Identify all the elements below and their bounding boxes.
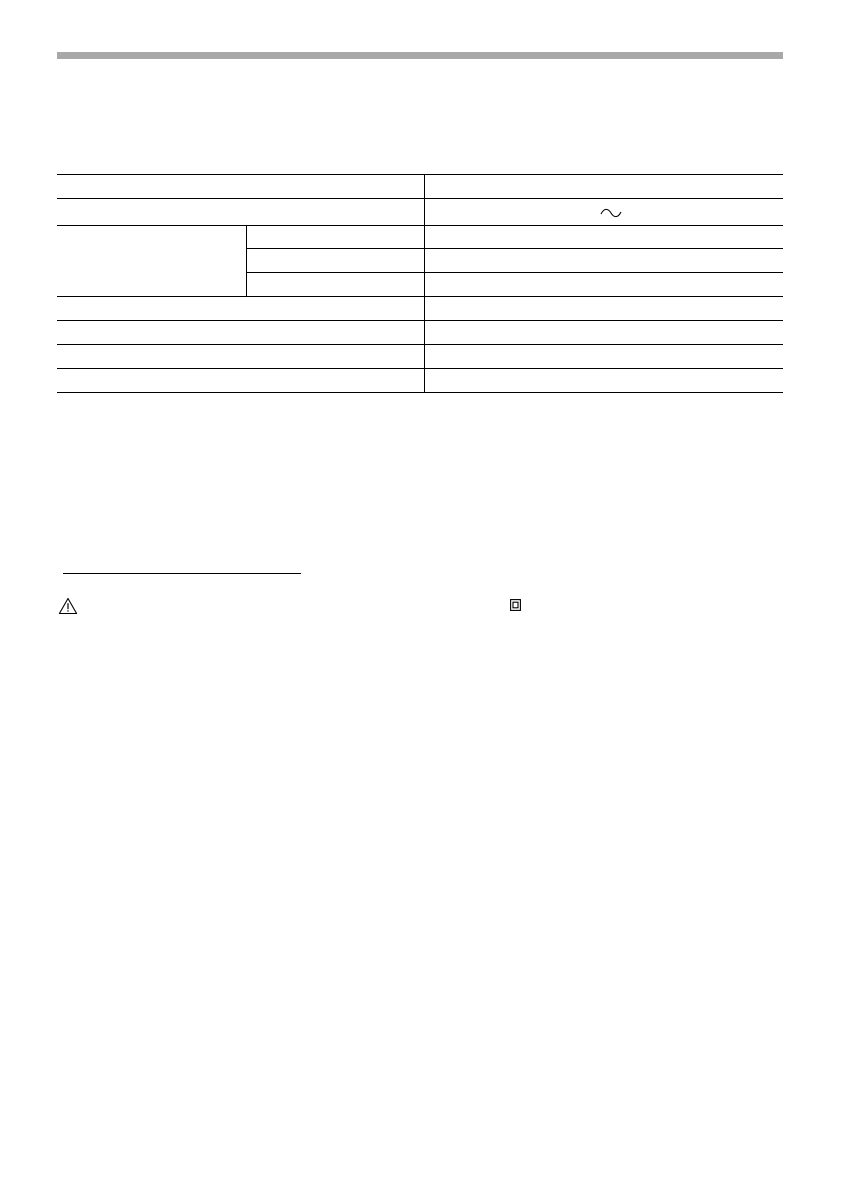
spec-value: [424, 369, 783, 393]
spec-value: [424, 249, 783, 273]
spec-value: [424, 297, 783, 321]
table-row: [57, 226, 783, 249]
spec-sublabel: [246, 226, 424, 249]
spec-sublabel: [246, 273, 424, 297]
table-row: [57, 199, 783, 226]
table-row: [57, 297, 783, 321]
table-row: [57, 321, 783, 345]
ac-symbol-icon: [600, 207, 622, 219]
section-divider: [63, 573, 301, 574]
table-row: [57, 345, 783, 369]
spec-label: [57, 345, 424, 369]
spec-label: [57, 297, 424, 321]
spec-label: [57, 199, 424, 226]
table-row: [57, 369, 783, 393]
spec-value: [424, 345, 783, 369]
spec-value-cell: [424, 199, 783, 226]
double-insulation-icon: [510, 599, 521, 611]
warning-triangle-icon: [58, 597, 78, 615]
header-bar: [57, 52, 783, 59]
specifications-table: [57, 174, 783, 393]
spec-label: [57, 321, 424, 345]
spec-group-label: [57, 226, 246, 297]
spec-label: [57, 175, 424, 199]
spec-value: [424, 321, 783, 345]
table-row: [57, 175, 783, 199]
spec-value: [424, 175, 783, 199]
spec-label: [57, 369, 424, 393]
spec-value: [424, 273, 783, 297]
spec-sublabel: [246, 249, 424, 273]
spec-value: [424, 226, 783, 249]
